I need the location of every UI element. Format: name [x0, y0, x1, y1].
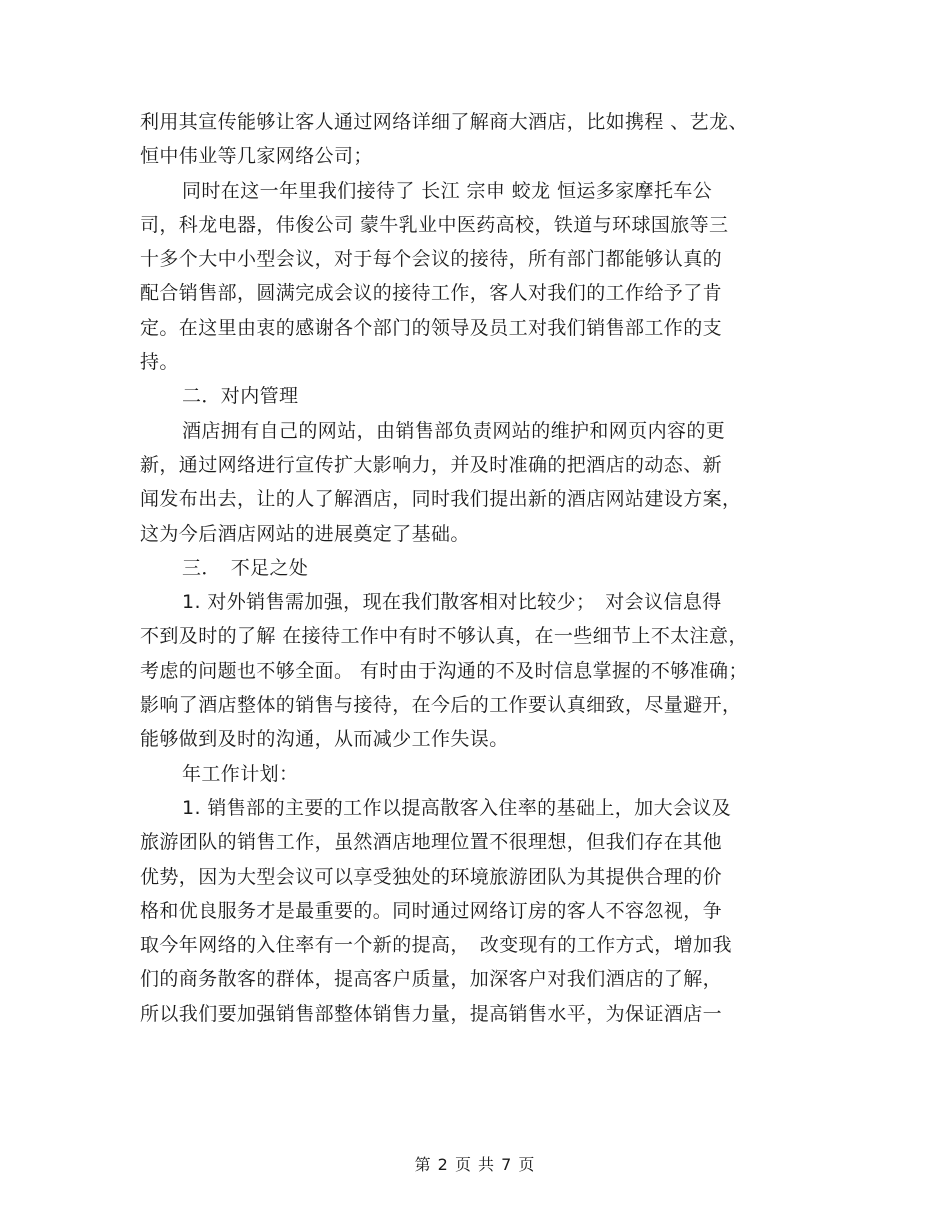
text-line: 所以我们要加强销售部整体销售力量，提高销售水平，为保证酒店一: [140, 1002, 723, 1025]
text-line: 定。在这里由衷的感谢各个部门的领导及员工对我们销售部工作的支: [140, 316, 723, 339]
body-text: [140, 105, 815, 1031]
text-line: 影响了酒店整体的销售与接待，在今后的工作要认真细致，尽量避开，: [140, 694, 742, 717]
paragraph-start: 酒店拥有自己的网站，由销售部负责网站的维护和网页内容的更: [182, 419, 726, 442]
text-line: 格和优良服务才是最重要的。同时通过网络订房的客人不容忽视，争: [140, 899, 723, 922]
section-heading-shortcomings: 三． 不足之处: [182, 556, 309, 579]
paragraph-start: 1. 销售部的主要的工作以提高散客入住率的基础上，加大会议及: [182, 796, 732, 819]
paragraph-start: 同时在这一年里我们接待了 长江 宗申 蛟龙 恒运多家摩托车公: [182, 179, 713, 202]
text-line: 持。: [140, 351, 179, 374]
section-heading-internal-management: 二．对内管理: [182, 385, 299, 408]
text-line: 司，科龙电器，伟俊公司 蒙牛乳业中医药高校，铁道与环球国旅等三: [140, 213, 729, 236]
section-heading-work-plan: 年工作计划：: [182, 762, 299, 785]
text-line: 能够做到及时的沟通，从而减少工作失误。: [140, 728, 509, 751]
text-line: 优势，因为大型会议可以享受独处的环境旅游团队为其提供合理的价: [140, 865, 723, 888]
text-line: 利用其宣传能够让客人通过网络详细了解商大酒店，比如携程 、艺龙、: [140, 111, 748, 133]
text-line: 这为今后酒店网站的进展奠定了基础。: [140, 522, 470, 545]
text-line: 考虑的问题也不够全面。 有时由于沟通的不及时信息掌握的不够准确；: [140, 659, 748, 682]
text-line: 取今年网络的入住率有一个新的提高， 改变现有的工作方式，增加我: [140, 934, 732, 957]
text-line: 闻发布出去，让的人了解酒店，同时我们提出新的酒店网站建设方案，: [140, 488, 742, 511]
text-line: 不到及时的了解 在接待工作中有时不够认真，在一些细节上不太注意，: [140, 625, 748, 648]
text-line: 配合销售部，圆满完成会议的接待工作，客人对我们的工作给予了肯: [140, 282, 723, 305]
text-line: 旅游团队的销售工作，虽然酒店地理位置不很理想，但我们存在其他: [140, 831, 723, 854]
text-line: 恒中伟业等几家网络公司；: [140, 145, 373, 168]
text-line: 们的商务散客的群体，提高客户质量，加深客户对我们酒店的了解，: [140, 968, 723, 991]
page-number-footer: 第 2 页 共 7 页: [414, 1155, 536, 1174]
paragraph-start: 1. 对外销售需加强，现在我们散客相对比较少； 对会议信息得: [182, 591, 722, 614]
text-line: 新，通过网络进行宣传扩大影响力，并及时准确的把酒店的动态、新: [140, 453, 723, 476]
text-line: 十多个大中小型会议，对于每个会议的接待，所有部门都能够认真的: [140, 248, 723, 271]
